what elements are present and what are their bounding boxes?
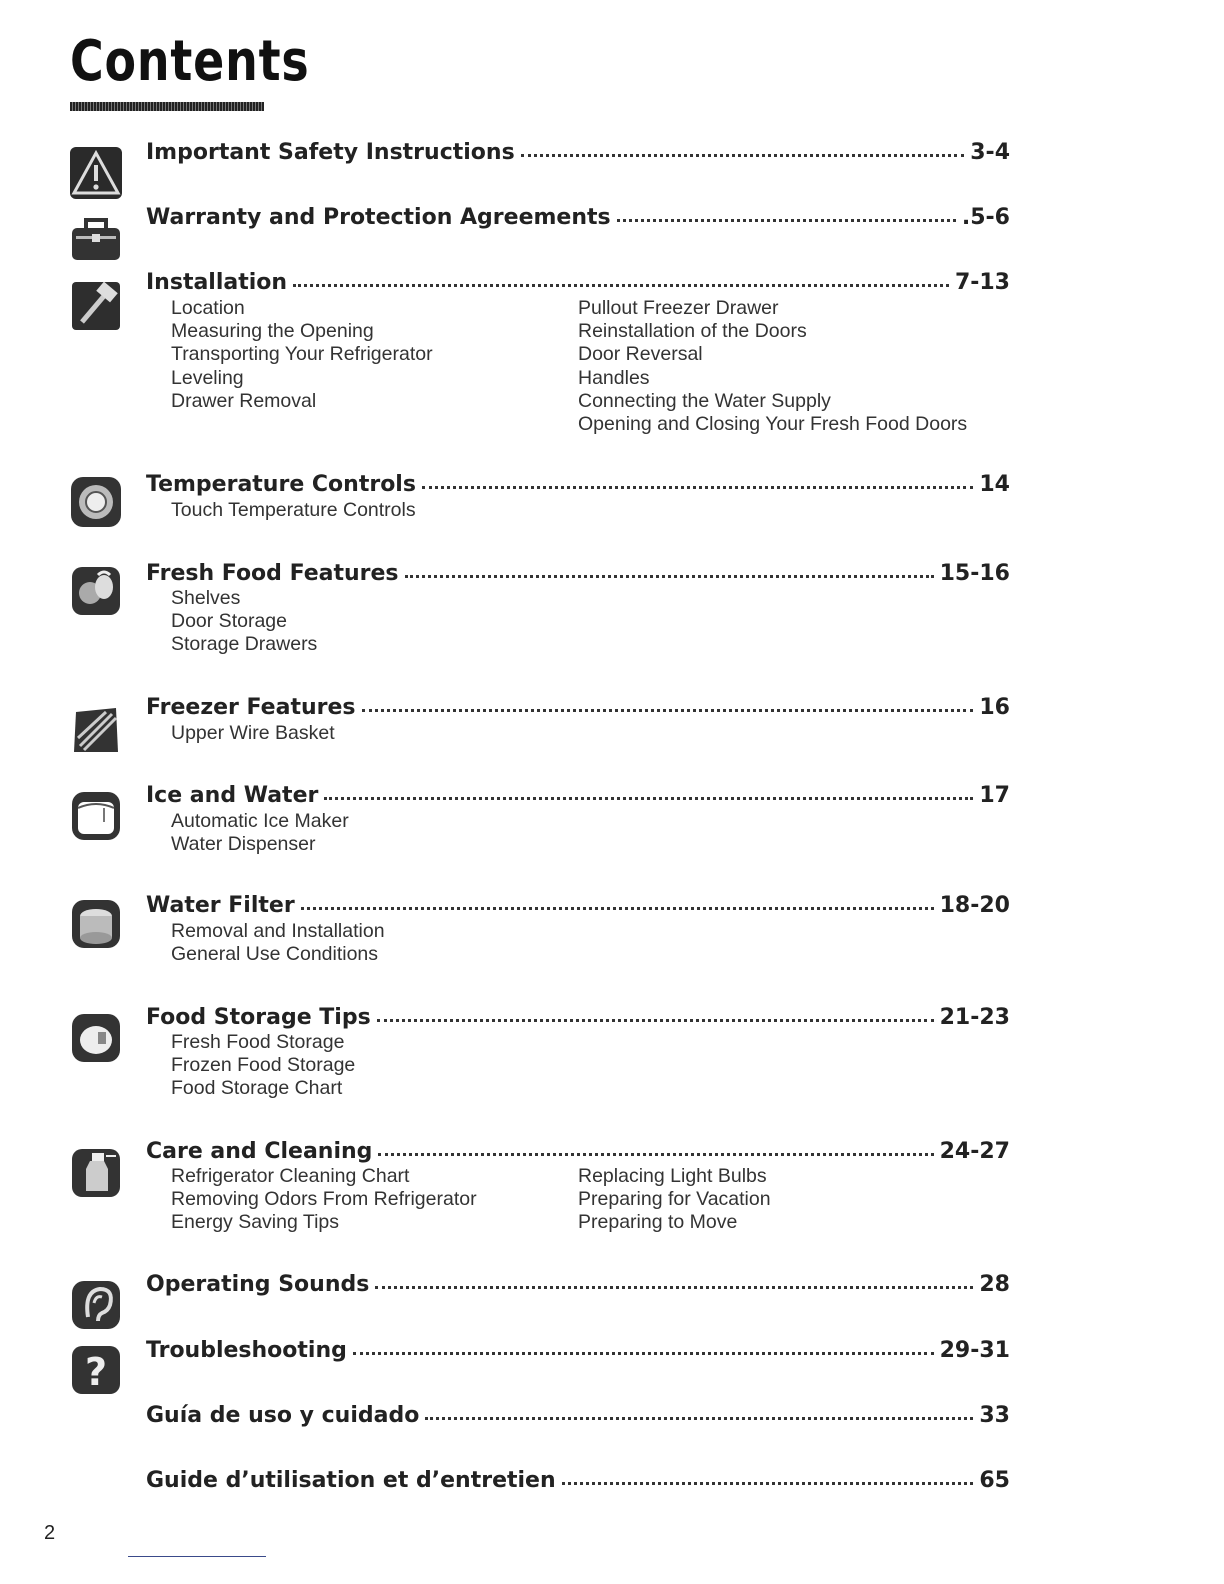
dot-leader bbox=[324, 796, 973, 800]
toc-page-number[interactable]: .5-6 bbox=[961, 205, 1010, 230]
dial-icon bbox=[68, 474, 124, 530]
toc-heading-row[interactable] bbox=[146, 893, 1010, 923]
toc-page-number[interactable]: 65 bbox=[979, 1468, 1010, 1493]
toc-subitem[interactable]: Drawer Removal bbox=[171, 389, 317, 412]
produce-icon bbox=[68, 563, 124, 619]
toc-subitem[interactable]: Handles bbox=[578, 366, 650, 389]
toc-heading[interactable]: Warranty and Protection Agreements bbox=[146, 205, 611, 230]
title-underline bbox=[70, 102, 264, 111]
dot-leader bbox=[521, 153, 965, 157]
toc-heading[interactable]: Guide d’utilisation et d’entretien bbox=[146, 1468, 556, 1493]
toc-heading[interactable]: Guía de uso y cuidado bbox=[146, 1403, 420, 1428]
toc-subitems bbox=[171, 1031, 1011, 1101]
water-filter-icon bbox=[68, 896, 124, 952]
toc-heading[interactable]: Care and Cleaning bbox=[146, 1139, 373, 1164]
toc-page-number[interactable]: 3-4 bbox=[970, 140, 1010, 165]
toc-subitem[interactable]: Energy Saving Tips bbox=[171, 1211, 340, 1234]
toc-subitem[interactable]: Removing Odors From Refrigerator bbox=[171, 1188, 477, 1211]
toc-heading[interactable]: Fresh Food Features bbox=[146, 561, 399, 586]
toc-subitem[interactable]: Reinstallation of the Doors bbox=[578, 320, 807, 343]
dot-leader bbox=[562, 1481, 974, 1485]
dot-leader bbox=[375, 1285, 973, 1289]
ice-bin-icon bbox=[68, 788, 124, 844]
toc-subitem[interactable]: Pullout Freezer Drawer bbox=[578, 297, 779, 319]
toc-heading[interactable]: Temperature Controls bbox=[146, 472, 416, 497]
dot-leader bbox=[362, 708, 974, 712]
toc-subitem[interactable]: Door Reversal bbox=[578, 343, 703, 366]
toc-page-number[interactable]: 28 bbox=[979, 1272, 1010, 1297]
toc-page-number[interactable]: 24-27 bbox=[939, 1139, 1010, 1164]
dot-leader bbox=[422, 485, 973, 489]
toc-page-number[interactable]: 14 bbox=[979, 472, 1010, 497]
toc-subitem[interactable]: Upper Wire Basket bbox=[171, 722, 335, 744]
toc-page-number[interactable]: 29-31 bbox=[939, 1338, 1010, 1363]
toc-subitem[interactable]: Automatic Ice Maker bbox=[171, 810, 349, 832]
toc-subitem[interactable]: Location bbox=[171, 297, 245, 319]
page-title: Contents bbox=[70, 29, 310, 94]
toc-heading[interactable]: Freezer Features bbox=[146, 695, 356, 720]
toc-page-number[interactable]: 7-13 bbox=[954, 270, 1010, 295]
warning-icon bbox=[68, 145, 124, 201]
toc-subitem[interactable]: Refrigerator Cleaning Chart bbox=[171, 1165, 410, 1187]
footer-rule bbox=[128, 1556, 266, 1557]
toc-heading-row[interactable] bbox=[146, 695, 1010, 725]
question-icon bbox=[68, 1342, 124, 1398]
toc-heading-row[interactable] bbox=[146, 205, 1010, 235]
toc-heading-row[interactable] bbox=[146, 783, 1010, 813]
toc-page-number[interactable]: 16 bbox=[979, 695, 1010, 720]
toc-heading-row[interactable] bbox=[146, 1468, 1010, 1498]
toc-subitem[interactable]: Opening and Closing Your Fresh Food Doors bbox=[578, 413, 968, 436]
toc-subitem[interactable]: Food Storage Chart bbox=[171, 1077, 343, 1100]
toc-subitem[interactable]: Connecting the Water Supply bbox=[578, 389, 831, 412]
toc-subitem[interactable]: Frozen Food Storage bbox=[171, 1054, 356, 1077]
toc-subitem[interactable]: Replacing Light Bulbs bbox=[578, 1165, 767, 1187]
toc-subitem[interactable]: Door Storage bbox=[171, 610, 287, 633]
toc-page-number[interactable]: 18-20 bbox=[939, 893, 1010, 918]
toc-subitems bbox=[171, 810, 1011, 856]
dot-leader bbox=[293, 283, 949, 287]
toc-subitem[interactable]: Measuring the Opening bbox=[171, 320, 374, 343]
toc-heading-row[interactable] bbox=[146, 1272, 1010, 1302]
toc-subitem[interactable]: Shelves bbox=[171, 587, 241, 609]
toc-heading-row[interactable] bbox=[146, 140, 1010, 170]
toc-heading[interactable]: Water Filter bbox=[146, 893, 295, 918]
dot-leader bbox=[405, 574, 934, 578]
toc-page-number[interactable]: 15-16 bbox=[939, 561, 1010, 586]
toc-heading[interactable]: Important Safety Instructions bbox=[146, 140, 515, 165]
dot-leader bbox=[617, 218, 956, 222]
toc-subitems bbox=[171, 722, 1011, 745]
ear-icon bbox=[68, 1277, 124, 1333]
toc-subitems bbox=[171, 499, 1011, 522]
toc-subitems bbox=[171, 587, 1011, 657]
toc-subitem[interactable]: Touch Temperature Controls bbox=[171, 499, 416, 521]
toc-heading-row[interactable] bbox=[146, 1338, 1010, 1368]
toc-page-number[interactable]: 17 bbox=[979, 783, 1010, 808]
dot-leader bbox=[377, 1018, 934, 1022]
toc-subitem[interactable]: Storage Drawers bbox=[171, 633, 318, 656]
toc-heading[interactable]: Installation bbox=[146, 270, 288, 295]
hammer-icon bbox=[68, 278, 124, 334]
food-container-icon bbox=[68, 1010, 124, 1066]
dot-leader bbox=[301, 906, 934, 910]
toc-heading[interactable]: Food Storage Tips bbox=[146, 1005, 371, 1030]
toc-heading-row[interactable] bbox=[146, 1403, 1010, 1433]
svg-text:?: ? bbox=[84, 1350, 108, 1394]
toc-subitems bbox=[171, 1165, 1011, 1235]
page-number: 2 bbox=[44, 1522, 56, 1544]
toc-heading[interactable]: Troubleshooting bbox=[146, 1338, 347, 1363]
toc-heading-row[interactable] bbox=[146, 270, 1010, 300]
toc-subitem-empty bbox=[171, 413, 578, 436]
dot-leader bbox=[425, 1416, 973, 1420]
toc-page-number[interactable]: 21-23 bbox=[939, 1005, 1010, 1030]
toc-subitem[interactable]: Transporting Your Refrigerator bbox=[171, 343, 433, 366]
toc-subitem[interactable]: General Use Conditions bbox=[171, 943, 379, 966]
toc-subitems bbox=[171, 920, 1011, 966]
toc-subitem[interactable]: Preparing to Move bbox=[578, 1211, 738, 1234]
toc-subitems bbox=[171, 297, 1011, 436]
wire-basket-icon bbox=[68, 702, 124, 758]
spray-bottle-icon bbox=[68, 1145, 124, 1201]
toc-heading-row[interactable] bbox=[146, 472, 1010, 502]
toc-page-number[interactable]: 33 bbox=[979, 1403, 1010, 1428]
toc-subitem[interactable]: Leveling bbox=[171, 366, 244, 389]
toolbox-icon bbox=[68, 210, 124, 266]
toc-heading[interactable]: Ice and Water bbox=[146, 783, 319, 808]
toc-subitem[interactable]: Removal and Installation bbox=[171, 920, 385, 942]
toc-subitem[interactable]: Water Dispenser bbox=[171, 833, 316, 856]
dot-leader bbox=[378, 1152, 933, 1156]
toc-subitem[interactable]: Preparing for Vacation bbox=[578, 1188, 771, 1211]
dot-leader bbox=[353, 1351, 934, 1355]
toc-subitem[interactable]: Fresh Food Storage bbox=[171, 1031, 345, 1053]
toc-heading[interactable]: Operating Sounds bbox=[146, 1272, 370, 1297]
